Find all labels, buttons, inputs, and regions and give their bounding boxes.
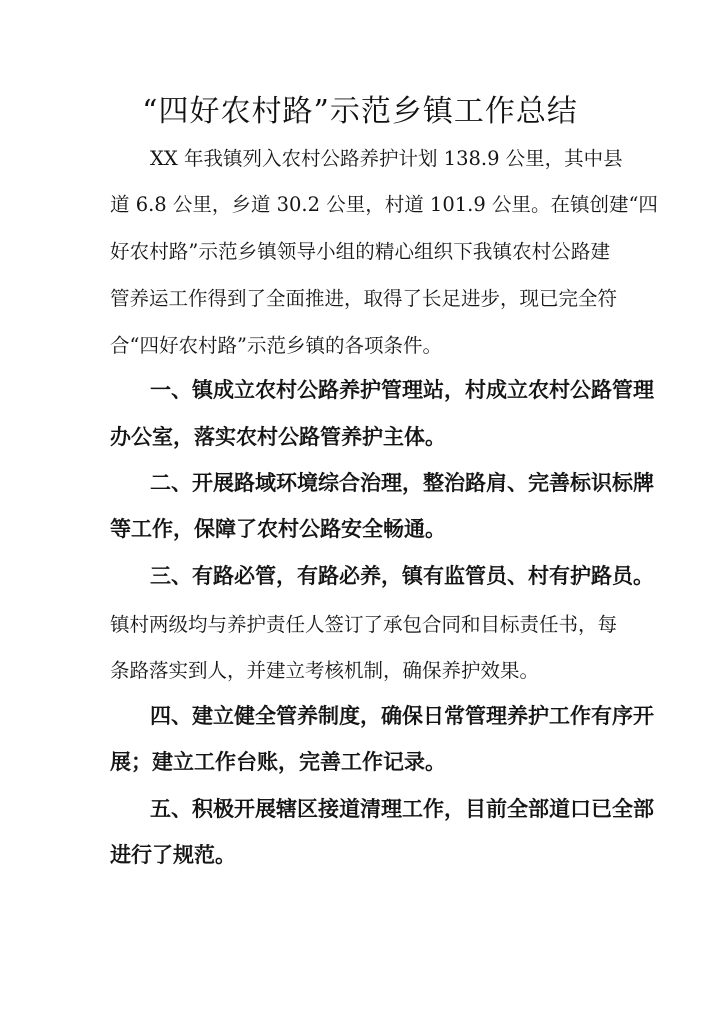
intro-line: 道 6.8 公里，乡道 30.2 公里，村道 101.9 公里。在镇创建“四 (110, 193, 658, 216)
item-line: 条路落实到人，并建立考核机制，确保养护效果。 (110, 659, 540, 682)
item-line: 展；建立工作台账，完善工作记录。 (110, 750, 446, 774)
intro-line: 好农村路”示范乡镇领导小组的精心组织下我镇农村公路建 (110, 240, 610, 263)
item-line: 四、建立健全管养制度，确保日常管理养护工作有序开 (150, 704, 654, 728)
item-line: 二、开展路域环境综合治理，整治路肩、完善标识标牌 (150, 471, 654, 495)
item-line: 三、有路必管，有路必养，镇有监管员、村有护路员。 (150, 564, 654, 588)
intro-line: 合“四好农村路”示范乡镇的各项条件。 (110, 334, 442, 357)
document-title: “四好农村路”示范乡镇工作总结 (142, 94, 578, 129)
intro-line: 管养运工作得到了全面推进，取得了长足进步，现已完全符 (110, 287, 618, 310)
item-line: 镇村两级均与养护责任人签订了承包合同和目标责任书，每 (110, 613, 618, 636)
intro-line: XX 年我镇列入农村公路养护计划 138.9 公里，其中县 (150, 147, 623, 170)
item-line: 五、积极开展辖区接道清理工作，目前全部道口已全部 (150, 797, 654, 821)
item-line: 等工作，保障了农村公路安全畅通。 (110, 517, 446, 541)
item-line: 进行了规范。 (110, 843, 236, 867)
item-line: 一、镇成立农村公路养护管理站，村成立农村公路管理 (150, 378, 654, 402)
item-line: 办公室，落实农村公路管养护主体。 (110, 425, 446, 449)
